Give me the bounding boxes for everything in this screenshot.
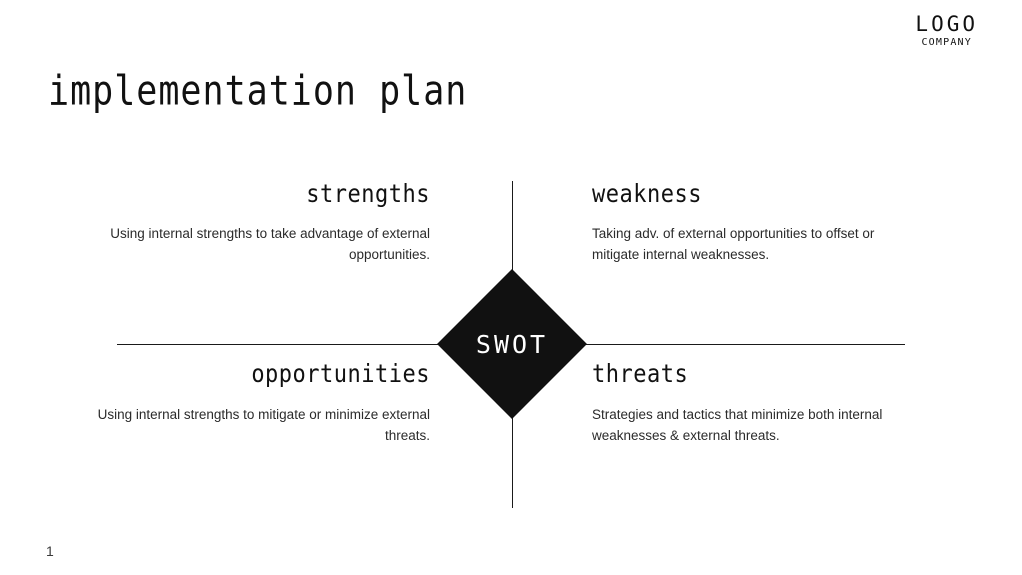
quadrant-opportunities-body: Using internal strengths to mitigate or minimize external threats.	[97, 407, 430, 443]
quadrant-threats-body: Strategies and tactics that minimize both internal weaknesses & external threats.	[592, 407, 883, 443]
quadrant-threats	[592, 362, 892, 446]
quadrant-strengths-body: Using internal strengths to take advantage of external opportunities.	[110, 226, 430, 262]
quadrant-threats-heading: threats	[592, 360, 689, 389]
page-number: 1	[46, 543, 54, 559]
swot-label: SWOT	[475, 329, 549, 359]
quadrant-weakness	[592, 182, 892, 265]
logo	[915, 14, 978, 48]
page-title: implementation plan	[48, 68, 468, 116]
quadrant-strengths-heading: strengths	[306, 180, 430, 209]
quadrant-opportunities	[85, 362, 430, 446]
swot-center-diamond	[437, 269, 587, 419]
quadrant-opportunities-heading: opportunities	[251, 360, 430, 389]
logo-primary-text: LOGO	[915, 12, 978, 36]
quadrant-weakness-heading: weakness	[592, 180, 702, 209]
quadrant-weakness-body: Taking adv. of external opportunities to offset or mitigate internal weaknesses.	[592, 226, 875, 262]
logo-secondary-text: COMPANY	[921, 37, 972, 48]
quadrant-strengths	[85, 182, 430, 265]
